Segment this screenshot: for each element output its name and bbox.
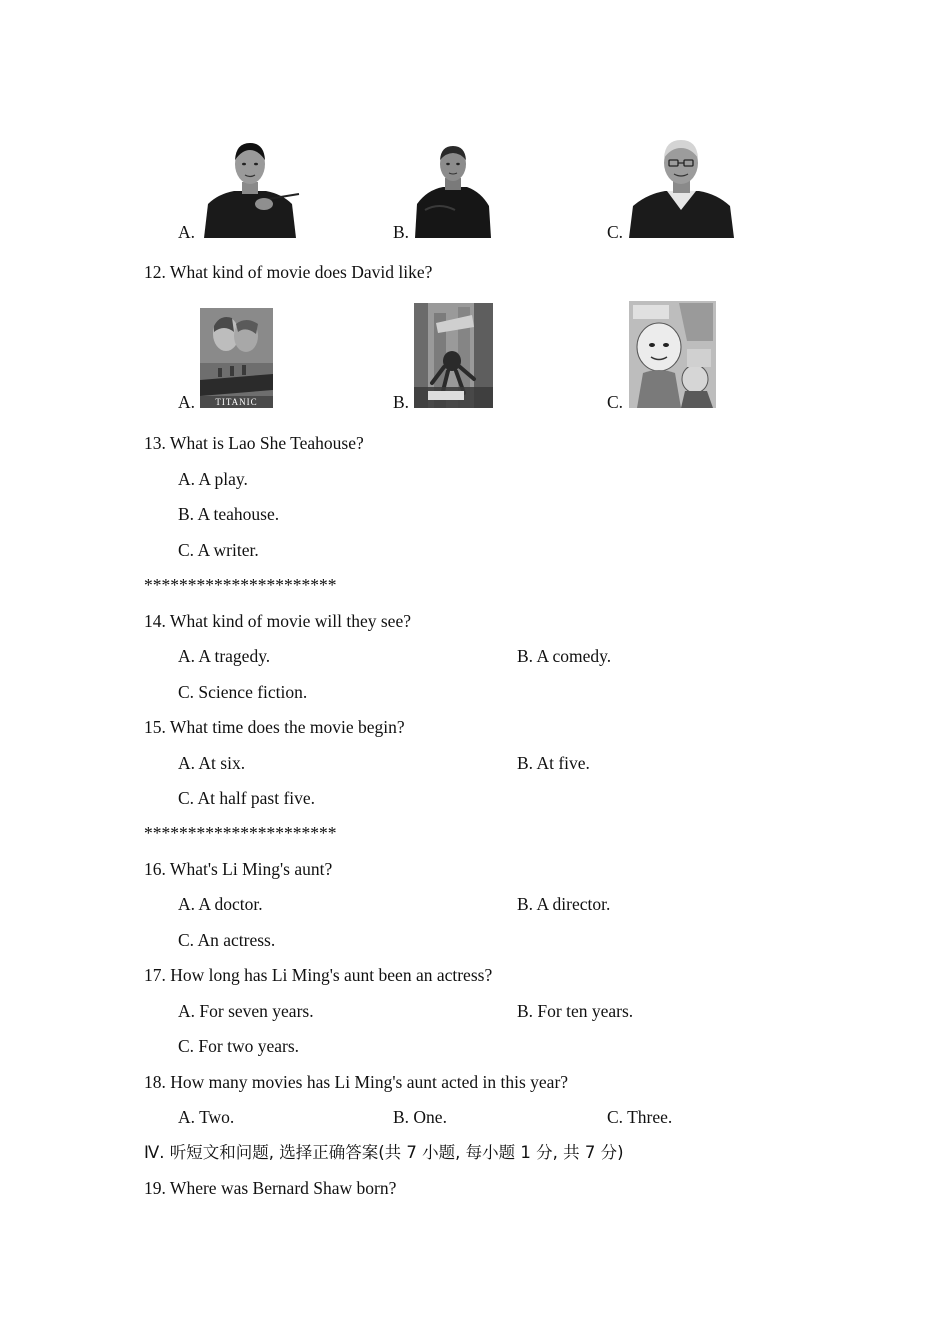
option-letter: A. (178, 222, 196, 242)
question-17: 17. How long has Li Ming's aunt been an actress? (144, 965, 493, 985)
q16-option-c[interactable]: C. An actress. (178, 930, 276, 950)
portrait-man-holding-pen-icon (200, 138, 300, 238)
q17-option-a[interactable]: A. For seven years. (178, 1001, 314, 1021)
question-14: 14. What kind of movie will they see? (144, 611, 411, 631)
titanic-poster-icon (200, 308, 273, 408)
option-letter: B. (393, 222, 410, 242)
question-12: 12. What kind of movie does David like? (144, 262, 433, 282)
question-13: 13. What is Lao She Teahouse? (144, 433, 364, 453)
q13-option-a[interactable]: A. A play. (178, 469, 248, 489)
q14-option-c[interactable]: C. Science fiction. (178, 682, 308, 702)
option-letter: B. (393, 392, 410, 412)
question-15: 15. What time does the movie begin? (144, 717, 405, 737)
q13-option-b[interactable]: B. A teahouse. (178, 504, 280, 524)
titanic-poster-text: TITANIC (215, 397, 258, 407)
q14-option-b[interactable]: B. A comedy. (517, 646, 612, 666)
spider-man-poster-icon (414, 303, 493, 408)
option-letter: C. (607, 222, 624, 242)
q17-option-c[interactable]: C. For two years. (178, 1036, 300, 1056)
q15-option-b[interactable]: B. At five. (517, 753, 590, 773)
option-letter: A. (178, 392, 196, 412)
portrait-man-glasses-sweater-icon (629, 130, 734, 238)
q14-option-a[interactable]: A. A tragedy. (178, 646, 271, 666)
separator: ********************** (144, 823, 337, 843)
teahouse-cartoon-poster-icon (629, 301, 716, 408)
q15-option-a[interactable]: A. At six. (178, 753, 246, 773)
portrait-man-dark-coat-icon (415, 140, 491, 238)
q18-option-a[interactable]: A. Two. (178, 1107, 235, 1127)
question-18: 18. How many movies has Li Ming's aunt acted in this year? (144, 1072, 569, 1092)
q13-option-c[interactable]: C. A writer. (178, 540, 259, 560)
q15-option-c[interactable]: C. At half past five. (178, 788, 316, 808)
q16-option-b[interactable]: B. A director. (517, 894, 611, 914)
q17-option-b[interactable]: B. For ten years. (517, 1001, 634, 1021)
q18-option-c[interactable]: C. Three. (607, 1107, 673, 1127)
section-heading: Ⅳ. 听短文和问题, 选择正确答案(共 7 小题, 每小题 1 分, 共 7 分) (144, 1143, 624, 1162)
option-letter: C. (607, 392, 624, 412)
q18-option-b[interactable]: B. One. (393, 1107, 447, 1127)
question-19: 19. Where was Bernard Shaw born? (144, 1178, 397, 1198)
question-16: 16. What's Li Ming's aunt? (144, 859, 333, 879)
q16-option-a[interactable]: A. A doctor. (178, 894, 263, 914)
separator: ********************** (144, 575, 337, 595)
